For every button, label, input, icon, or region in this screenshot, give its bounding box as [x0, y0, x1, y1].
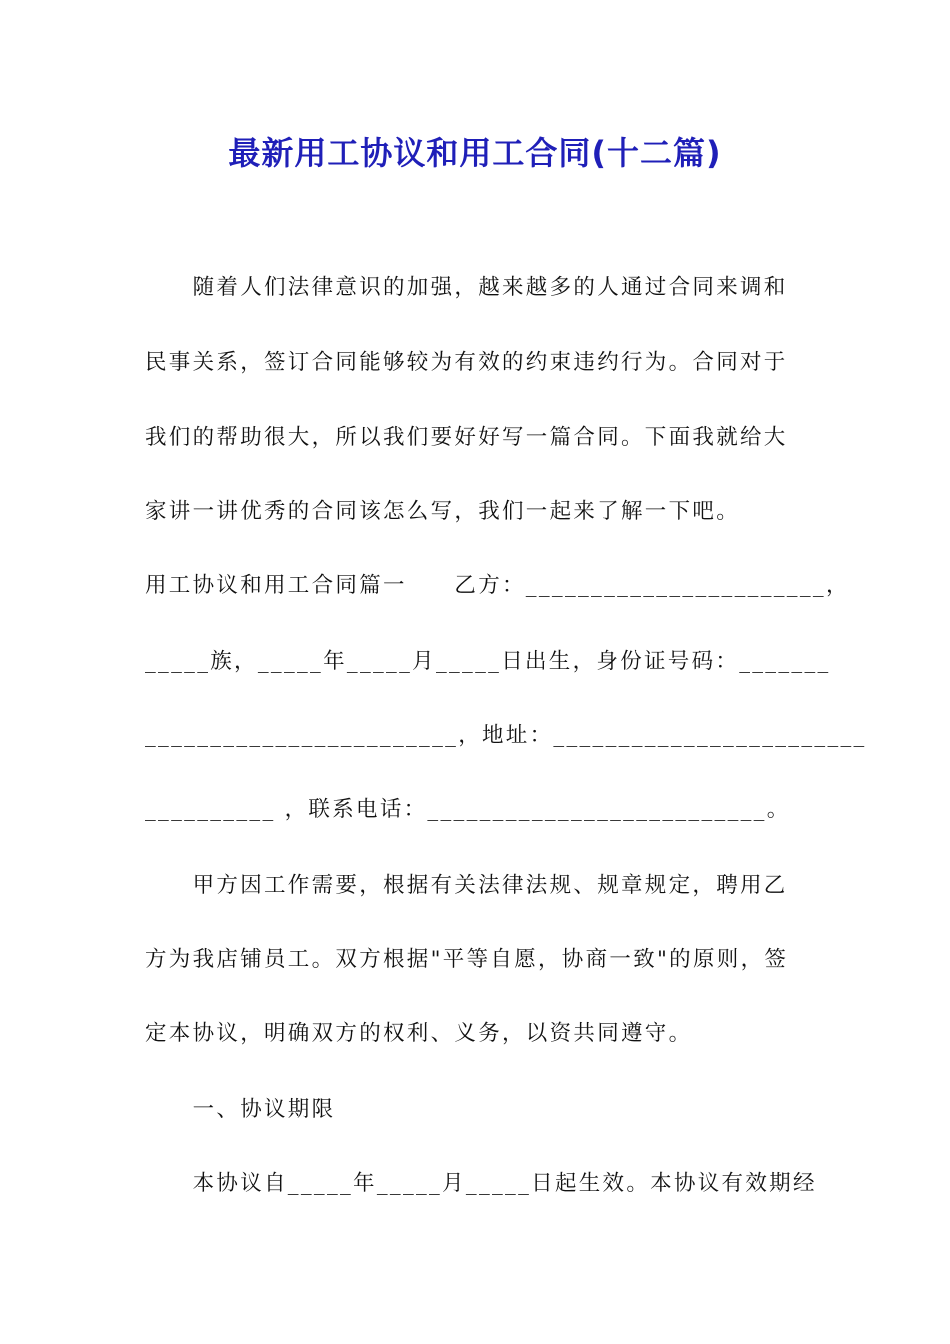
- clause-heading: 一、协议期限: [145, 1097, 336, 1122]
- paragraph-line: 本协议自_____年_____月_____日起生效。本协议有效期经: [145, 1171, 817, 1196]
- form-field-line: ________________________，地址：________________________: [145, 723, 867, 748]
- section-heading-line: 用工协议和用工合同篇一 乙方：_______________________，: [145, 573, 850, 598]
- paragraph-line: 家讲一讲优秀的合同该怎么写，我们一起来了解一下吧。: [145, 499, 741, 524]
- form-field-line: _____族，_____年_____月_____日出生，身份证号码：_______: [145, 649, 831, 674]
- form-field-line: __________ ，联系电话：__________________________。: [145, 797, 791, 822]
- paragraph-line: 定本协议，明确双方的权利、义务，以资共同遵守。: [145, 1021, 693, 1046]
- paragraph-line: 方为我店铺员工。双方根据"平等自愿，协商一致"的原则，签: [145, 947, 789, 972]
- paragraph-line: 我们的帮助很大，所以我们要好好写一篇合同。下面我就给大: [145, 425, 788, 450]
- paragraph-line: 随着人们法律意识的加强，越来越多的人通过合同来调和: [145, 275, 788, 300]
- paragraph-line: 甲方因工作需要，根据有关法律法规、规章规定，聘用乙: [145, 873, 788, 898]
- document-title: 最新用工协议和用工合同(十二篇): [228, 134, 722, 172]
- paragraph-line: 民事关系，签订合同能够较为有效的约束违约行为。合同对于: [145, 350, 788, 375]
